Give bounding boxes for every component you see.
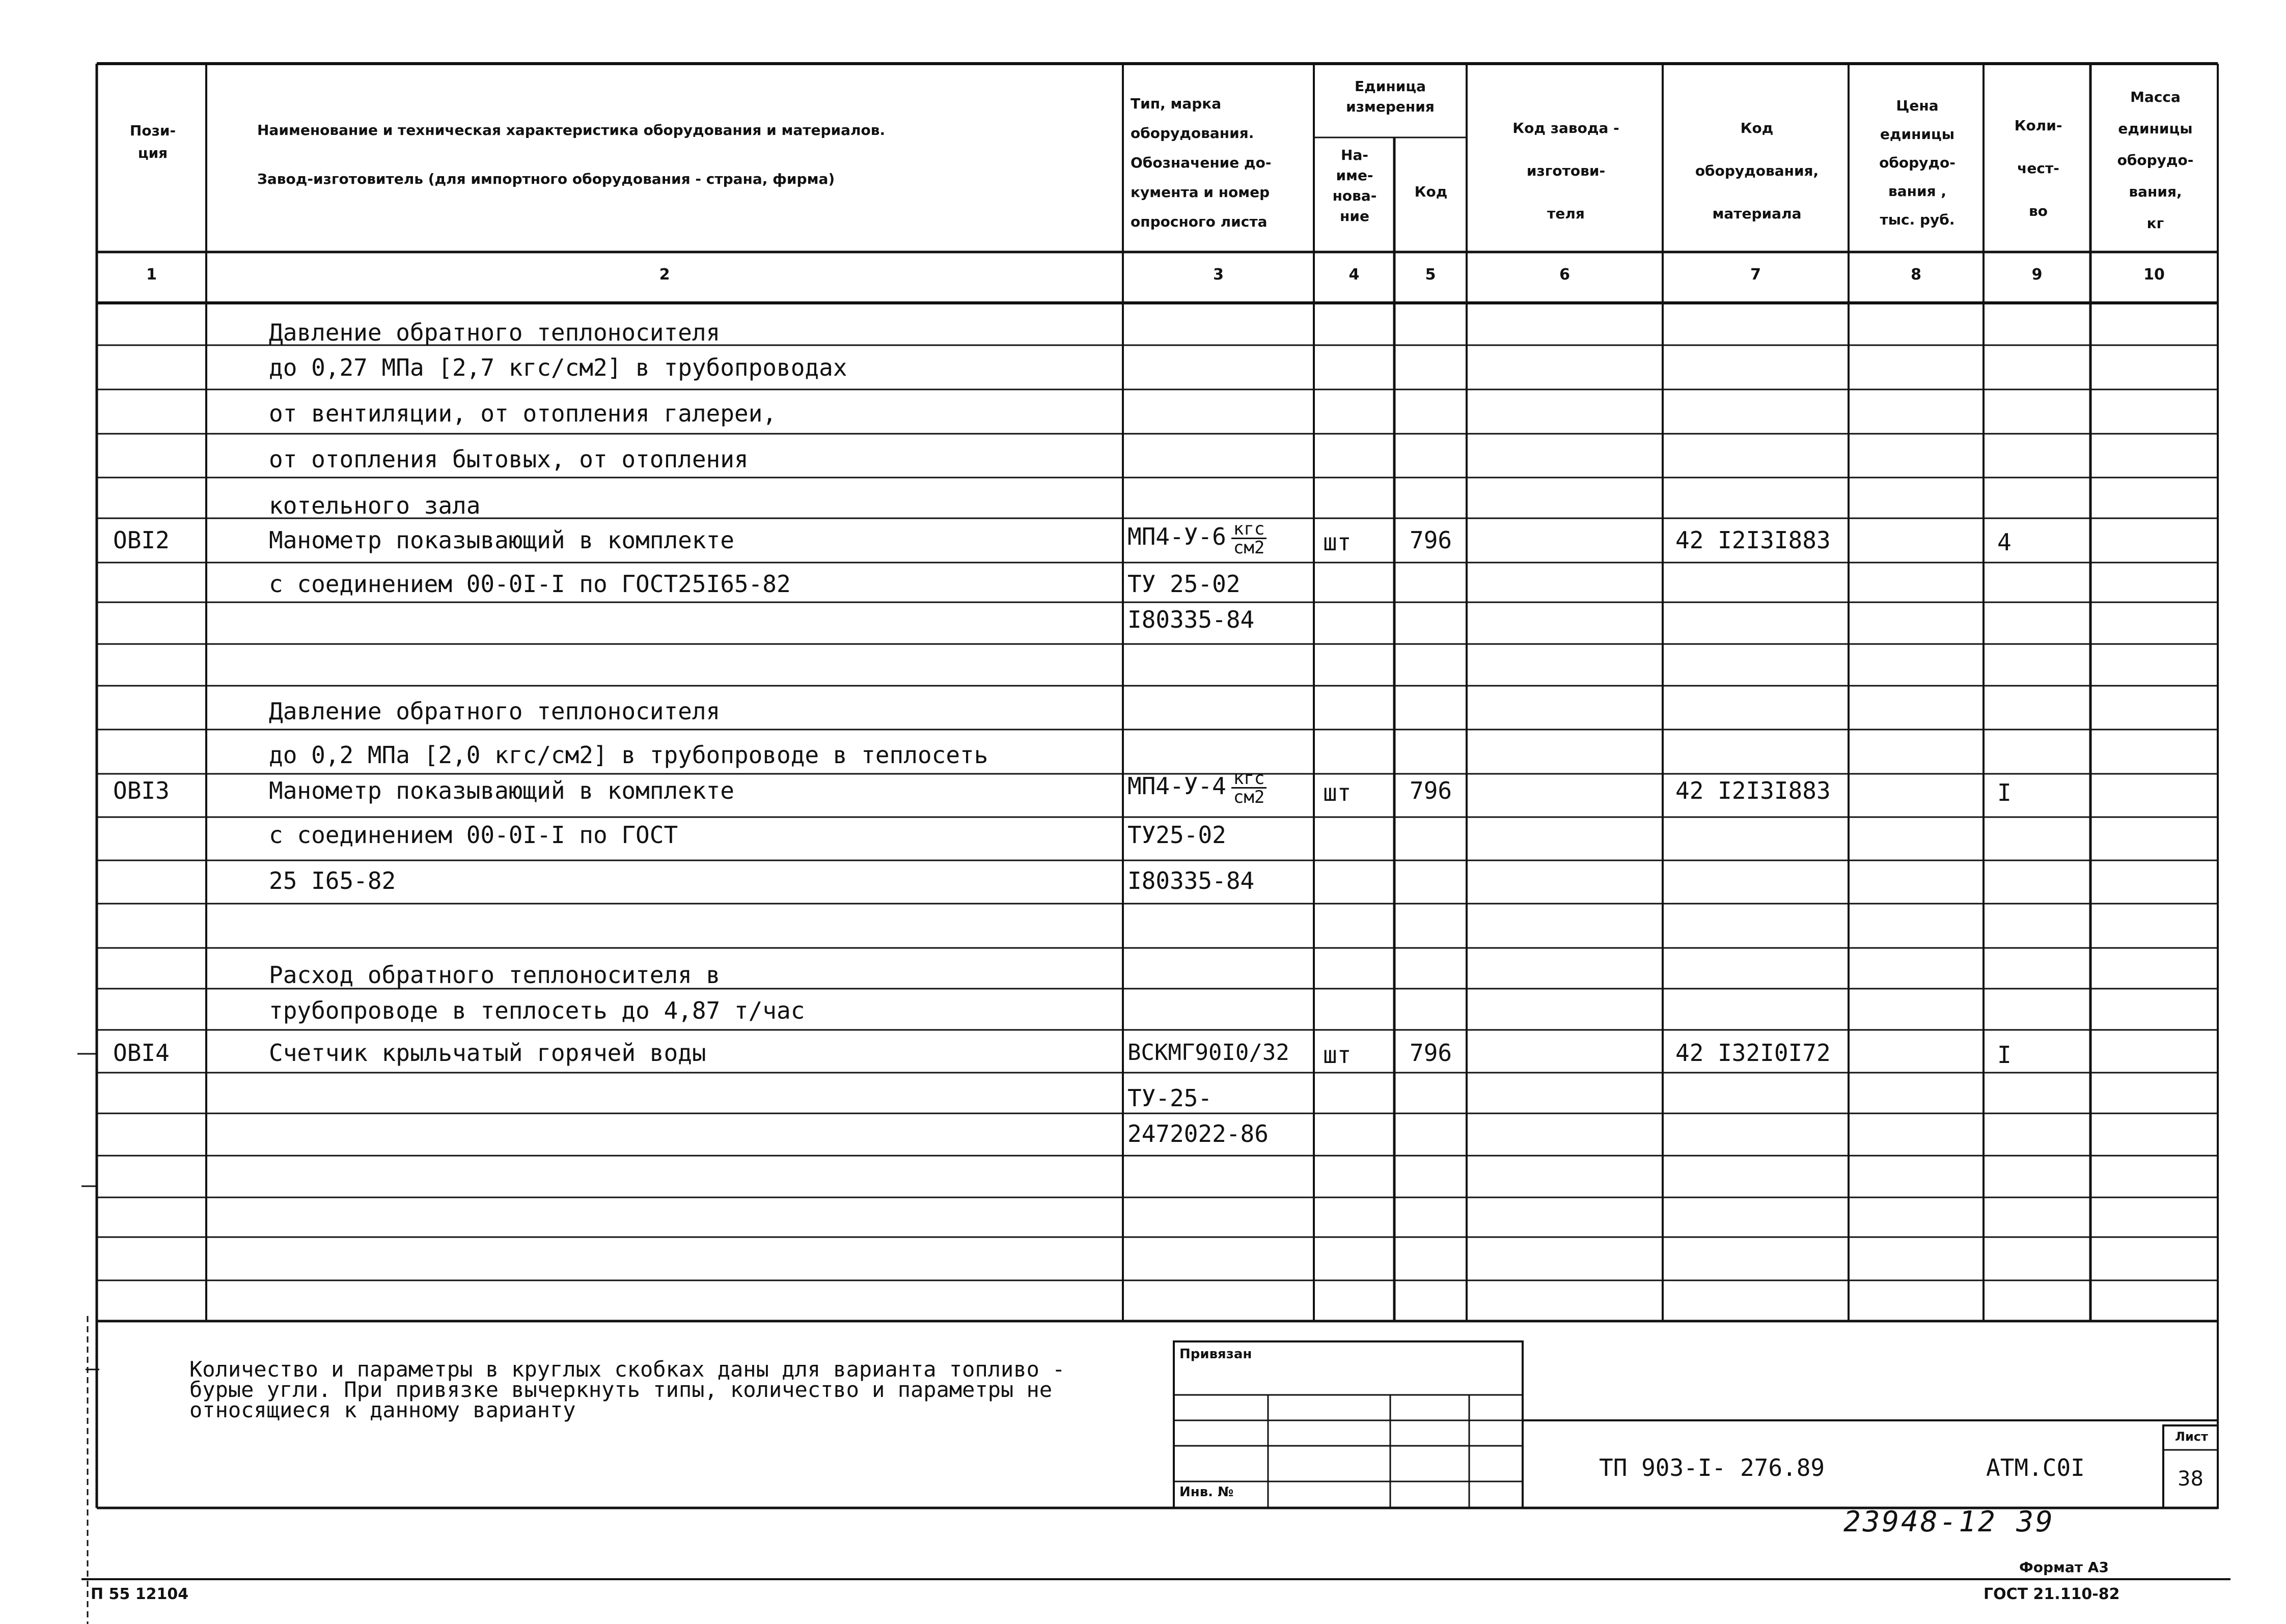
equipment-code: 42 I32I0I72 <box>1675 1039 1831 1067</box>
col-number: 3 <box>1213 266 1224 284</box>
unit-name: шт <box>1323 779 1352 806</box>
name-text: котельного зала <box>269 492 481 519</box>
name-text: от отопления бытовых, от отопления <box>269 445 749 473</box>
quantity: 4 <box>1997 528 2012 556</box>
unit-name: шт <box>1323 528 1352 556</box>
unit-code: 796 <box>1410 777 1452 804</box>
type-text: ВСКМГ90I0/32 <box>1127 1040 1289 1066</box>
col-number: 6 <box>1559 266 1570 284</box>
name-text: Манометр показывающий в комплекте <box>269 526 734 554</box>
type-text <box>1127 520 1266 556</box>
col-header-type: Тип, марка оборудования. Обозначение до- кумента и номер опросного листа <box>1131 95 1272 230</box>
col-number: 10 <box>2143 266 2165 284</box>
quantity: I <box>1997 1041 2012 1069</box>
col-number: 4 <box>1348 266 1360 284</box>
stamp-label: П 55 12104 <box>91 1585 189 1603</box>
unit-fraction <box>1231 770 1266 806</box>
footnote: Количество и параметры в круглых скобках даны для варианта топливо - <box>189 1357 1065 1382</box>
type-mark: МП4-У-4 <box>1127 772 1226 800</box>
unit-name: шт <box>1323 1041 1352 1069</box>
unit-code: 796 <box>1410 526 1452 554</box>
col-header-unit: Единица измерения <box>1346 78 1435 115</box>
col-header-quantity: Коли- чест- во <box>2014 117 2062 219</box>
col-number: 5 <box>1425 266 1436 284</box>
fraction-denominator: см2 <box>1233 787 1265 807</box>
fraction-denominator: см2 <box>1233 538 1265 558</box>
col-header-unit-name: На- име- нова- ние <box>1332 147 1377 225</box>
type-text: I80335-84 <box>1127 867 1255 894</box>
fraction-numerator: кгс <box>1231 770 1266 789</box>
sheet-number: 38 <box>2178 1467 2204 1491</box>
unit-fraction <box>1231 520 1266 556</box>
approval-label: Привязан <box>1179 1347 1252 1362</box>
name-text: от вентиляции, от отопления галереи, <box>269 400 777 427</box>
col-header-position: Пози- ция <box>129 122 176 161</box>
name-text: Счетчик крыльчатый горячей воды <box>269 1039 706 1067</box>
format-label: Формат А3 <box>2019 1559 2109 1576</box>
col-header-name: Наименование и техническая характеристика оборудования и материалов. Завод-изготовитель (для импортного оборудования - страна, фирма) <box>257 122 886 187</box>
type-text: ТУ-25- <box>1127 1084 1213 1112</box>
handwritten-number: 23948-12 39 <box>1843 1505 2055 1538</box>
name-text: с соединением 00-0I-I по ГОСТ <box>269 821 678 849</box>
position-code: OBI4 <box>113 1039 170 1067</box>
name-text: до 0,2 МПа [2,0 кгс/см2] в трубопроводе в теплосеть <box>269 741 988 769</box>
name-text: трубопроводе в теплосеть до 4,87 т/час <box>269 997 805 1024</box>
type-text <box>1127 770 1266 806</box>
col-header-plant-code: Код завода - изготови- теля <box>1512 120 1619 222</box>
col-number: 9 <box>2031 266 2043 284</box>
col-number: 7 <box>1750 266 1761 284</box>
fraction-numerator: кгс <box>1231 520 1266 539</box>
position-code: OBI3 <box>113 777 170 804</box>
equipment-code: 42 I2I3I883 <box>1675 526 1831 554</box>
footnote: бурые угли. При привязке вычеркнуть типы, количество и параметры не <box>189 1377 1053 1402</box>
type-mark: МП4-У-6 <box>1127 523 1226 550</box>
footnote: относящиеся к данному варианту <box>189 1397 576 1422</box>
type-text: I80335-84 <box>1127 606 1255 633</box>
name-text: Манометр показывающий в комплекте <box>269 777 734 804</box>
inventory-label: Инв. № <box>1179 1485 1234 1500</box>
name-text: Расход обратного теплоносителя в <box>269 961 721 989</box>
col-header-unit-code: Код <box>1414 183 1448 200</box>
type-text: ТУ 25-02 <box>1127 570 1241 598</box>
col-number: 8 <box>1911 266 1921 284</box>
position-code: OBI2 <box>113 526 170 554</box>
col-header-price: Цена единицы оборудо- вания , тыс. руб. <box>1879 97 1956 228</box>
sheet-label: Лист <box>2175 1430 2208 1444</box>
col-header-mass: Масса единицы оборудо- вания, кг <box>2117 89 2194 232</box>
document-number: ТП 903-I- 276.89 <box>1599 1454 1825 1481</box>
name-text: Давление обратного теплоносителя <box>269 319 721 346</box>
gost-label: ГОСТ 21.110-82 <box>1984 1585 2120 1603</box>
quantity: I <box>1997 779 2012 806</box>
equipment-code: 42 I2I3I883 <box>1675 777 1831 804</box>
name-text: до 0,27 МПа [2,7 кгс/см2] в трубопроводах <box>269 354 847 381</box>
col-number: 1 <box>146 266 157 284</box>
name-text: с соединением 00-0I-I по ГОСТ25I65-82 <box>269 570 791 598</box>
type-text: 2472022-86 <box>1127 1120 1269 1147</box>
name-text: Давление обратного теплоносителя <box>269 697 721 725</box>
col-header-equipment-code: Код оборудования, материала <box>1695 120 1819 222</box>
document-code: АТМ.С0I <box>1986 1454 2085 1481</box>
type-text: ТУ25-02 <box>1127 821 1226 849</box>
col-number: 2 <box>659 266 670 284</box>
name-text: 25 I65-82 <box>269 867 396 894</box>
unit-code: 796 <box>1410 1039 1452 1067</box>
